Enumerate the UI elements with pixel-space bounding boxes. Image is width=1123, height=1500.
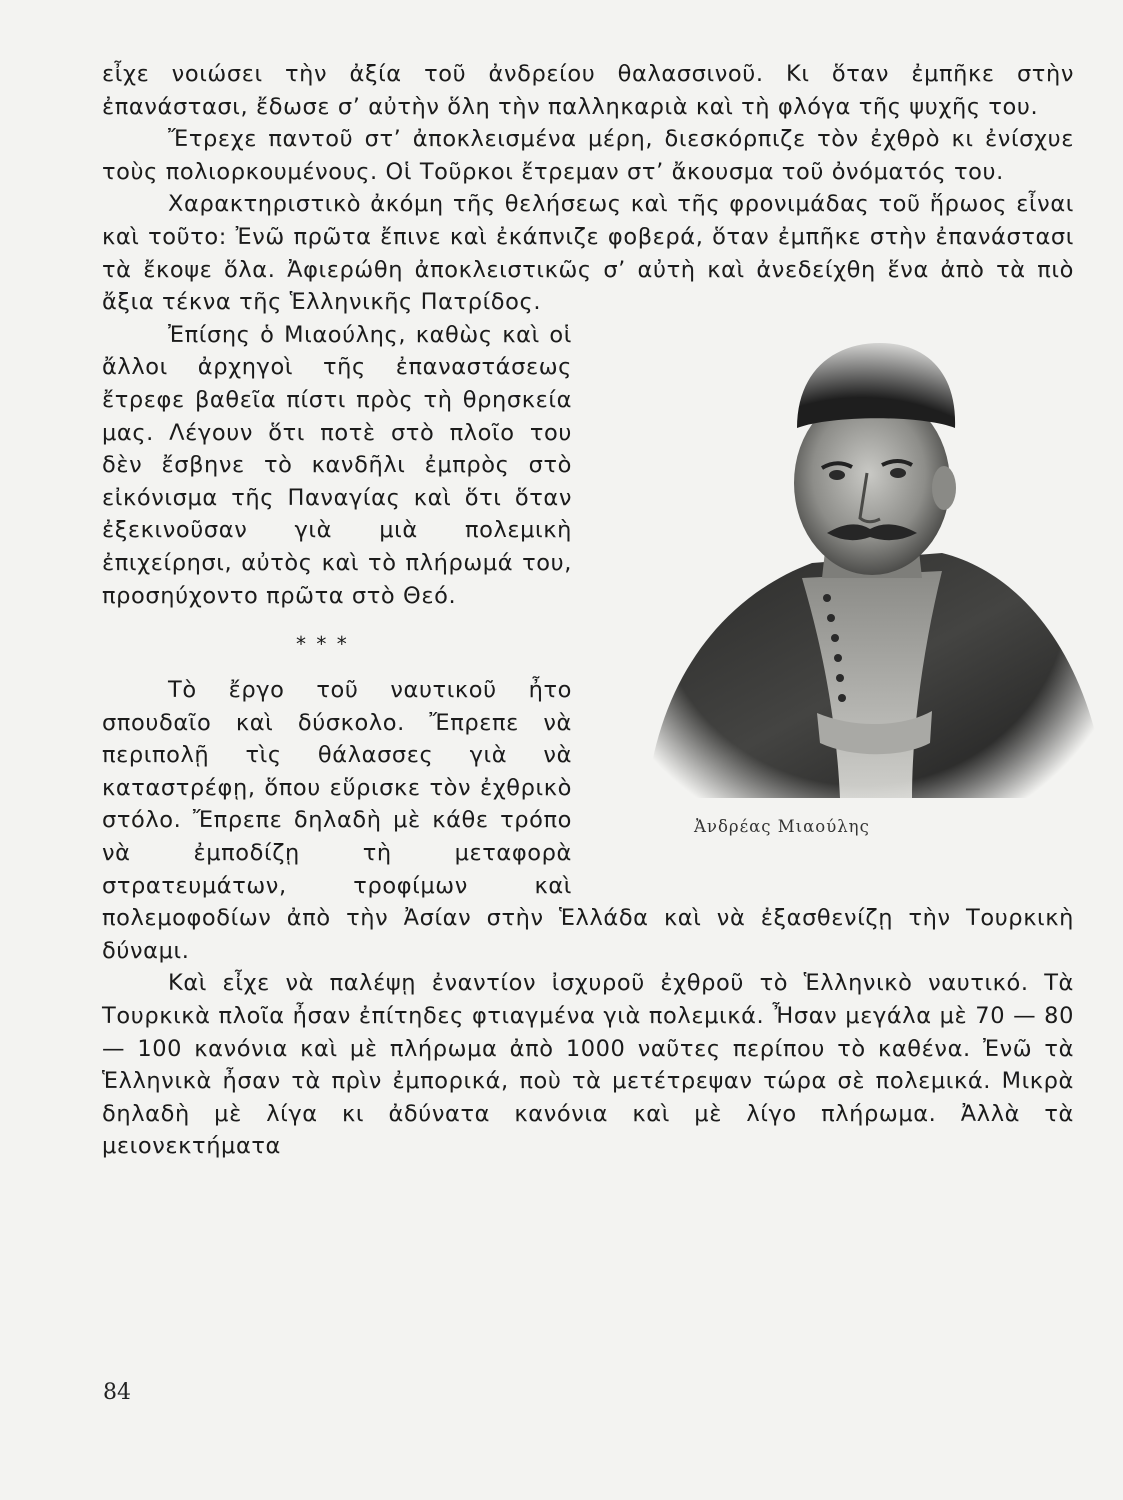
paragraph-6: Καὶ εἶχε νὰ παλέψῃ ἐναντίον ἰσχυροῦ ἐχθροῦ τὸ Ἑλληνικὸ ναυτικό. Τὰ Τουρκικὰ πλοῖα ἦσαν ἐπίτηδες φτιαγμένα γιὰ πολεμικά. Ἦσαν μεγάλα μὲ 70 — 80 — 100 κανόνια καὶ μὲ πλήρωμα ἀπὸ 1000 ναῦτες περίπου τὸ καθένα. Ἐνῶ τὰ Ἑλληνικὰ ἦσαν τὰ πρὶν ἐμπορικά, ποὺ τὰ μετέτρεψαν τώρα σὲ πολεμικά. Μικρὰ δηλαδὴ μὲ λίγα κι ἀδύνατα κανόνια καὶ μὲ λίγο πλήρωμα. Ἀλλὰ τὰ μειονεκτήματα: [102, 970, 1074, 1160]
portrait-caption: Ἀνδρέας Μιαούλης: [694, 816, 870, 836]
paragraph-2: Ἔτρεχε παντοῦ στ’ ἀποκλεισμένα μέρη, διεσκόρπιζε τὸν ἐχθρὸ κι ἐνίσχυε τοὺς πολιορκουμένους. Οἱ Τοῦρκοι ἔτρεμαν στ’ ἄκουσμα τοῦ ὀνόματός του.: [102, 126, 1074, 185]
body-text: [102, 58, 1074, 1163]
portrait-figure: [594, 325, 1114, 885]
paragraph-5: Τὸ ἔργο τοῦ ναυτικοῦ ἦτο σπουδαῖο καὶ δύσκολο. Ἔπρεπε νὰ περιπολῇ τὶς θάλασσες γιὰ νὰ καταστρέφῃ, ὅπου εὕρισκε τὸν ἐχθρικὸ στόλο. Ἔπρεπε δηλαδὴ μὲ κάθε τρόπο νὰ ἐμποδίζῃ τὴ μεταφορὰ στρατευμάτων, τροφίμων καὶ πολεμοφοδίων ἀπὸ τὴν Ἀσίαν στὴν Ἑλλάδα καὶ νὰ ἐξασθενίζῃ τὴν Τουρκικὴ δύναμι.: [102, 677, 1074, 964]
paragraph-3: Χαρακτηριστικὸ ἀκόμη τῆς θελήσεως καὶ τῆς φρονιμάδας τοῦ ἥρωος εἶναι καὶ τοῦτο: Ἐνῶ πρῶτα ἔπινε καὶ ἐκάπνιζε φοβερά, ὅταν ἐμπῆκε στὴν ἐπανάστασι τὰ ἔκοψε ὅλα. Ἀφιερώθη ἀποκλειστικῶς σ’ αὐτὴ καὶ ἀνεδείχθη ἕνα ἀπὸ τὰ πιὸ ἄξια τέκνα τῆς Ἑλληνικῆς Πατρίδος.: [102, 191, 1074, 316]
separator-text: * * *: [296, 632, 349, 657]
portrait-illustration: [612, 333, 1112, 803]
paragraph-1: εἶχε νοιώσει τὴν ἀξία τοῦ ἀνδρείου θαλασσινοῦ. Κι ὅταν ἐμπῆκε στὴν ἐπανάστασι, ἔδωσε σ’ αὐτὴν ὅλη τὴν παλληκαριὰ καὶ τὴ φλόγα τῆς ψυχῆς του.: [102, 61, 1074, 120]
page-number: 84: [103, 1380, 131, 1405]
section-separator: [102, 634, 1074, 674]
paragraph-4: Ἐπίσης ὁ Μιαούλης, καθὼς καὶ οἱ ἄλλοι ἀρχηγοὶ τῆς ἐπαναστάσεως ἔτρεφε βαθεῖα πίστι πρὸς τὴ θρησκεία μας. Λέγουν ὅτι ποτὲ στὸ πλοῖο του δὲν ἔσβηνε τὸ κανδῆλι ἐμπρὸς στὸ εἰκόνισμα τῆς Παναγίας καὶ ὅτι ὅταν ἐξεκινοῦσαν γιὰ μιὰ πολεμικὴ ἐπιχείρησι, αὐτὸς καὶ τὸ πλήρωμά του, προσηύχοντο πρῶτα στὸ Θεό.: [102, 321, 572, 609]
